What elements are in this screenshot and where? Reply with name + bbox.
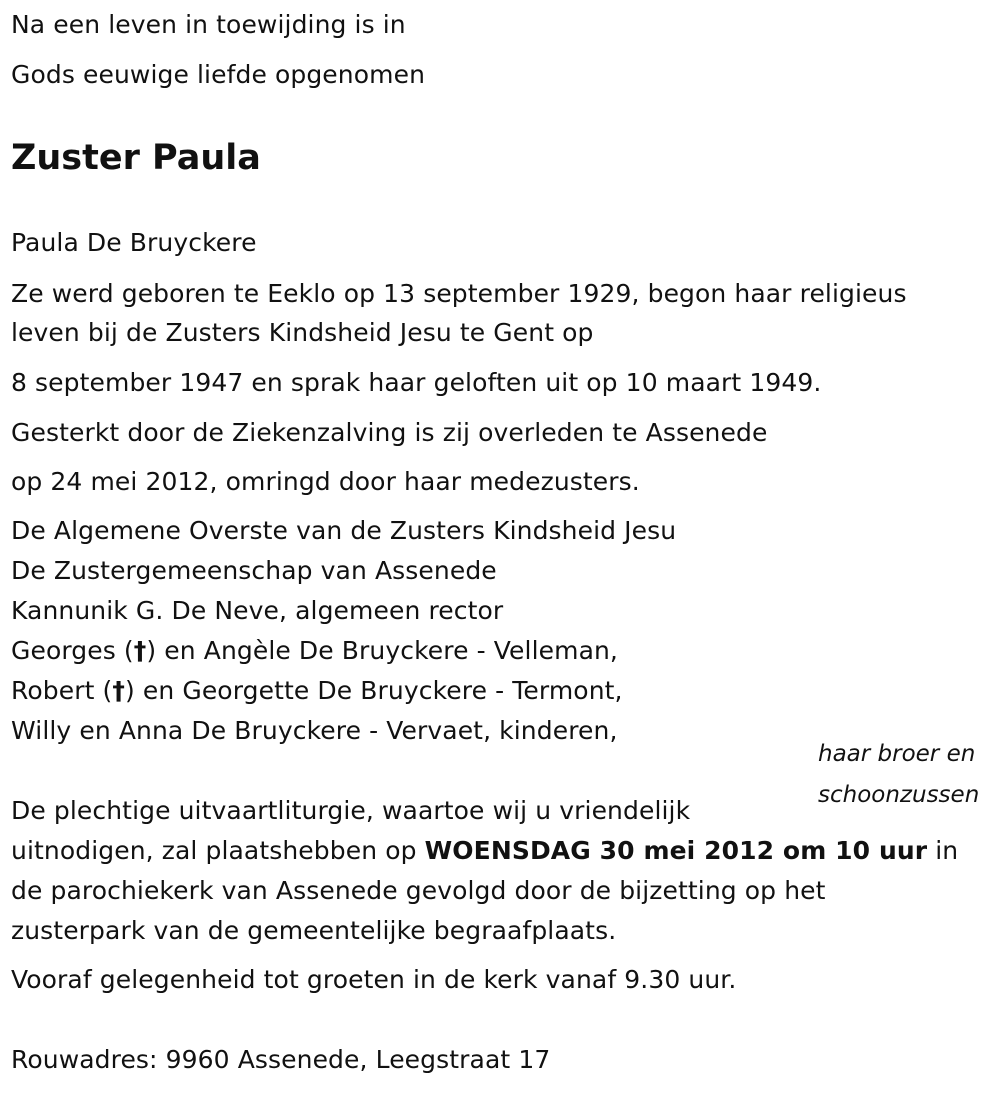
mourner-line-6: Willy en Anna De Bruyckere - Vervaet, kinderen, (11, 716, 618, 745)
funeral-line-1: De plechtige uitvaartliturgie, waartoe wij u vriendelijk (11, 796, 691, 825)
biography-line-3: 8 september 1947 en sprak haar geloften uit op 10 maart 1949. (11, 368, 822, 397)
funeral-line-4: zusterpark van de gemeentelijke begraafplaats. (11, 916, 617, 945)
cross-icon: † (133, 636, 147, 665)
relation-line-1: haar broer en (818, 741, 976, 767)
deceased-full-name: Paula De Bruyckere (11, 228, 257, 257)
mourner-line-5 (11, 676, 623, 706)
mourner-line-4-end: ) en Angèle De Bruyckere - Velleman, (146, 636, 618, 665)
funeral-line-2-end: in (927, 836, 959, 865)
biography-line-5: op 24 mei 2012, omringd door haar medezusters. (11, 467, 640, 496)
funeral-line-3: de parochiekerk van Assenede gevolgd door de bijzetting op het (11, 876, 826, 905)
biography-line-1: Ze werd geboren te Eeklo op 13 september 1929, begon haar religieus (11, 279, 907, 308)
mourning-address: Rouwadres: 9960 Assenede, Leegstraat 17 (11, 1045, 551, 1074)
funeral-line-2-start: uitnodigen, zal plaatshebben op (11, 836, 425, 865)
intro-line-2: Gods eeuwige liefde opgenomen (11, 60, 426, 89)
biography-line-2: leven bij de Zusters Kindsheid Jesu te Gent op (11, 318, 594, 347)
mourner-line-4-start: Georges ( (11, 636, 134, 665)
relation-line-2: schoonzussen (818, 782, 980, 808)
mourner-line-2: De Zustergemeenschap van Assenede (11, 556, 497, 585)
biography-line-4: Gesterkt door de Ziekenzalving is zij overleden te Assenede (11, 418, 768, 447)
mourner-line-1: De Algemene Overste van de Zusters Kindsheid Jesu (11, 516, 677, 545)
funeral-line-5: Vooraf gelegenheid tot groeten in de kerk vanaf 9.30 uur. (11, 965, 737, 994)
cross-icon: † (112, 676, 125, 705)
mourner-line-5-end: ) en Georgette De Bruyckere - Termont, (124, 676, 623, 705)
mourner-line-3: Kannunik G. De Neve, algemeen rector (11, 596, 504, 625)
funeral-line-2 (11, 836, 958, 866)
mourner-line-5-start: Robert ( (11, 676, 113, 705)
deceased-title: Zuster Paula (11, 138, 261, 178)
mourner-line-4 (11, 636, 618, 666)
intro-line-1: Na een leven in toewijding is in (11, 10, 406, 39)
funeral-date-time: WOENSDAG 30 mei 2012 om 10 uur (424, 836, 928, 865)
